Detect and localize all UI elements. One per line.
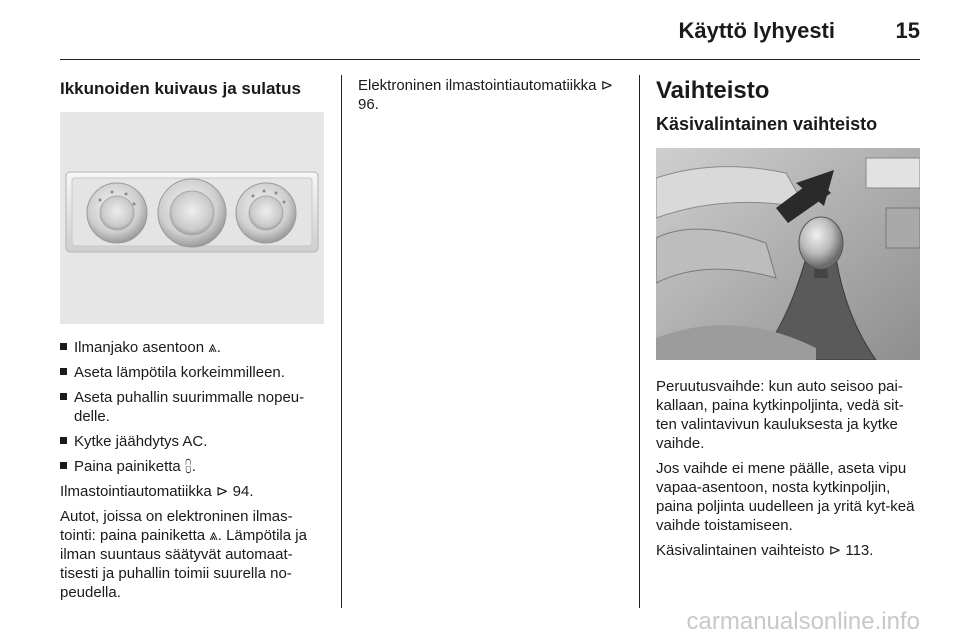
- gear-lever-graphic: [656, 148, 920, 360]
- list-item: [60, 457, 325, 476]
- watermark: carmanualsonline.info: [686, 608, 920, 635]
- column-divider: [639, 75, 640, 608]
- page-number: 15: [895, 18, 920, 43]
- climate-control-panel-graphic: [60, 112, 324, 324]
- list-item: [60, 432, 325, 451]
- subsection-title: Käsivalintainen vaihteisto: [656, 114, 878, 134]
- bullet-icon: [60, 368, 67, 375]
- list-item: [60, 388, 325, 426]
- bullet-icon: [60, 462, 67, 469]
- cross-reference-link[interactable]: Käsivalintainen vaihteisto ⊳ 113.: [656, 542, 874, 559]
- cross-reference-link[interactable]: Elektroninen ilmastointiautomatiikka ⊳ 96.: [358, 77, 614, 113]
- bullet-icon: [60, 393, 67, 400]
- body-paragraph: Autot, joissa on elektroninen ilmas-tointi: paina painiketta ⩓. Lämpötila ja ilman suuntaus säätyvät automaat-tisesti ja puhallin toimii suurella no-peudella.: [60, 508, 307, 601]
- cross-reference-link[interactable]: Ilmastointiautomatiikka ⊳ 94.: [60, 483, 254, 500]
- list-item-text: Paina painiketta ⩉.: [74, 458, 196, 475]
- list-item-text: Aseta puhallin suurimmalle nopeu-delle.: [74, 389, 305, 425]
- list-item: [60, 363, 325, 382]
- section-title: Ikkunoiden kuivaus ja sulatus: [60, 79, 301, 98]
- column-electronic-climate: [358, 60, 620, 120]
- list-item-text: Ilmanjako asentoon ⩓.: [74, 339, 221, 356]
- header-title: Käyttö lyhyesti: [678, 18, 835, 43]
- list-item: [60, 338, 325, 357]
- body-paragraph: Peruutusvaihde: kun auto seisoo pai-kallaan, paina kytkinpoljinta, vedä sit-ten valintavivun kauluksesta ja kytke vaihde.: [656, 378, 904, 452]
- section-title: Vaihteisto: [656, 77, 770, 104]
- column-defrost: [60, 60, 325, 608]
- instruction-list: [60, 338, 325, 476]
- list-item-text: Aseta lämpötila korkeimmilleen.: [74, 364, 285, 381]
- bullet-icon: [60, 343, 67, 350]
- gear-lever-illustration: [656, 148, 920, 360]
- column-transmission: [656, 60, 921, 566]
- bullet-icon: [60, 437, 67, 444]
- body-paragraph: Jos vaihde ei mene päälle, aseta vipu vapaa-asentoon, nosta kytkinpoljin, paina poljinta uudelleen ja yritä kyt-keä vaihde toistamiseen.: [656, 460, 915, 534]
- climate-control-panel-illustration: [60, 112, 324, 324]
- column-divider: [341, 75, 342, 608]
- list-item-text: Kytke jäähdytys AC.: [74, 433, 208, 450]
